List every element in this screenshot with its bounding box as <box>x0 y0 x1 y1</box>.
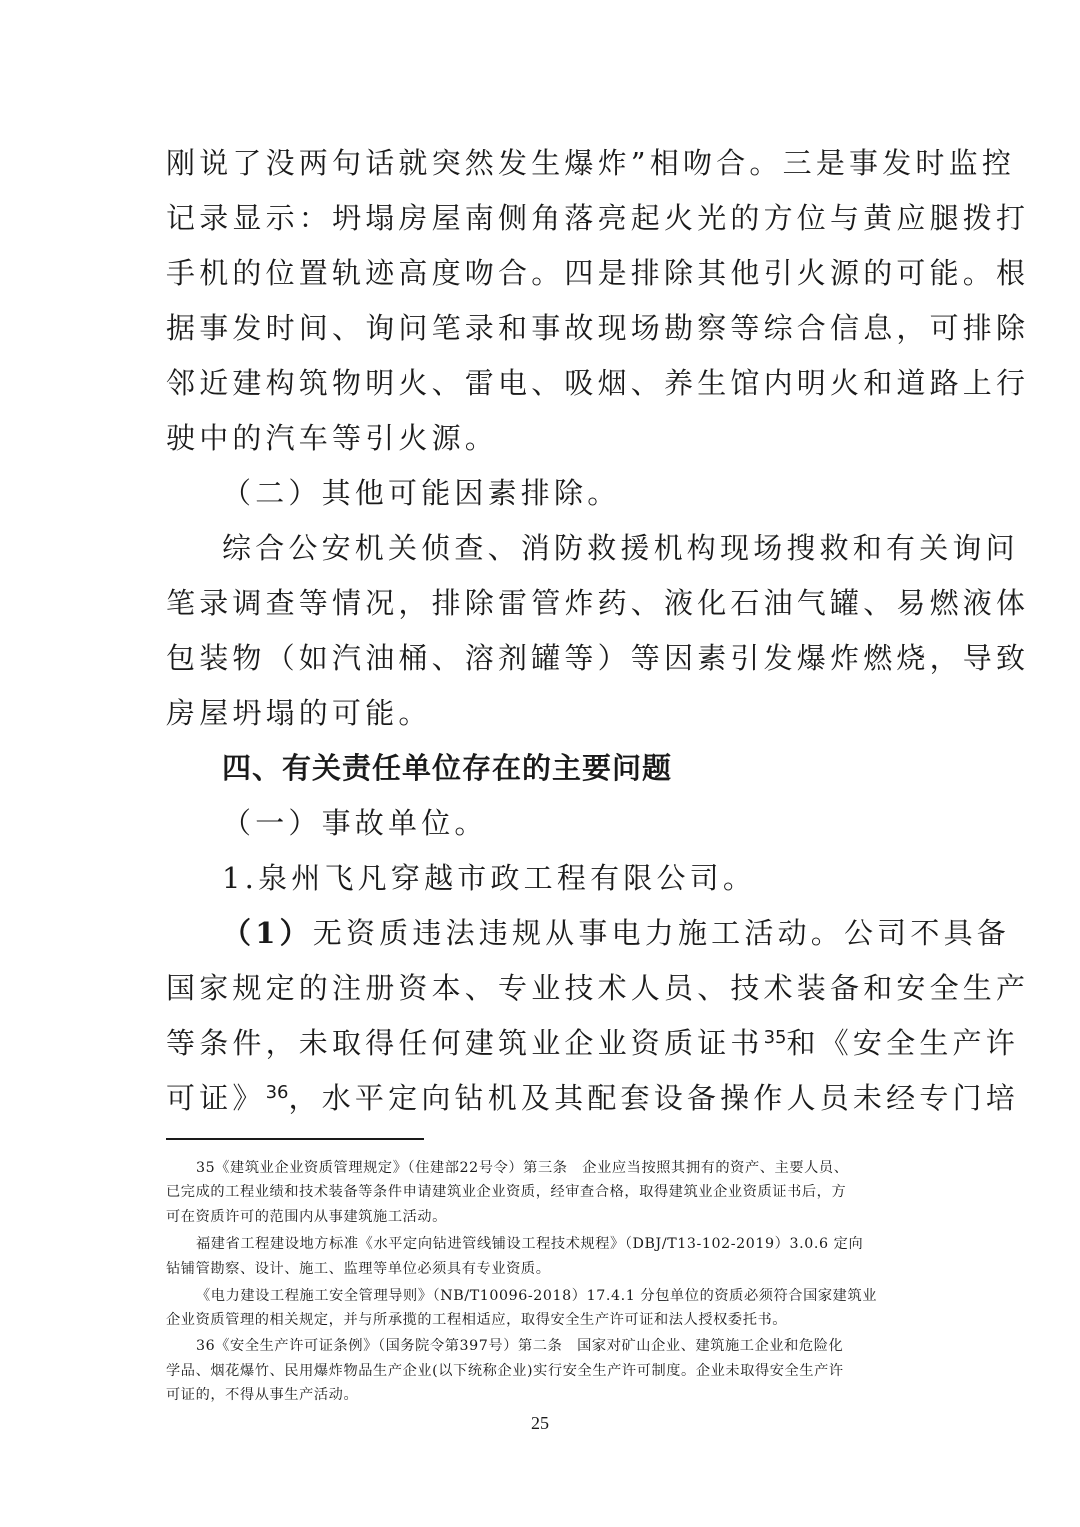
section-heading: 四、有关责任单位存在的主要问题 <box>222 751 673 785</box>
footnote-ref[interactable]: 36 <box>265 1082 289 1103</box>
item-title: 1.泉州飞凡穿越市政工程有限公司。 <box>222 861 757 895</box>
footnote-line: 可在资质许可的范围内从事建筑施工活动。 <box>166 1209 447 1225</box>
body-text-span: ，水平定向钻机及其配套设备操作人员未经专门培 <box>288 1081 1019 1115</box>
body-line <box>166 1071 1019 1130</box>
body-line: 邻近建构筑物明火、雷电、吸烟、养生馆内明火和道路上行 <box>166 366 1030 400</box>
body-line: 房屋坍塌的可能。 <box>166 696 432 730</box>
body-line: 综合公安机关侦查、消防救援机构现场搜救和有关询问 <box>222 531 1019 565</box>
footnote-line: 企业资质管理的相关规定，并与所承揽的工程相适应，取得安全生产许可证和法人授权委托书。 <box>166 1312 788 1328</box>
body-line: 刚说了没两句话就突然发生爆炸”相吻合。三是事发时监控 <box>166 146 1016 180</box>
body-line: 包装物（如汽油桶、溶剂罐等）等因素引发爆炸燃烧，导致 <box>166 641 1030 675</box>
body-line: 记录显示：坍塌房屋南侧角落亮起火光的方位与黄应腿拨打 <box>166 201 1030 235</box>
footnote-line: 36《安全生产许可证条例》（国务院令第397号）第二条 国家对矿山企业、建筑施工企业和危险化 <box>196 1338 844 1354</box>
footnote-line: 35《建筑业企业资质管理规定》（住建部22号令）第三条 企业应当按照其拥有的资产、主要人员、 <box>196 1160 849 1176</box>
body-line: 据事发时间、询问笔录和事故现场勘察等综合信息，可排除 <box>166 311 1030 345</box>
footnote-line: 福建省工程建设地方标准《水平定向钻进管线铺设工程技术规程》（DBJ/T13-102-2019）3.0.6 定向 <box>196 1236 864 1252</box>
body-line <box>222 906 1010 961</box>
body-line: 驶中的汽车等引火源。 <box>166 421 499 455</box>
footnote-line: 《电力建设工程施工安全管理导则》（NB/T10096-2018）17.4.1 分包单位的资质必须符合国家建筑业 <box>196 1288 878 1304</box>
subsection-title: （一）事故单位。 <box>222 806 488 840</box>
footnote-line: 已完成的工程业绩和技术装备等条件申请建筑业企业资质，经审查合格，取得建筑业企业资质证书后，方 <box>166 1184 847 1200</box>
item-number: （1） <box>222 916 313 950</box>
body-text-span: 等条件，未取得任何建筑业企业资质证书 <box>166 1026 764 1060</box>
body-line: 手机的位置轨迹高度吻合。四是排除其他引火源的可能。根 <box>166 256 1030 290</box>
footnote-ref[interactable]: 35 <box>763 1027 787 1048</box>
body-text-span: 可证》 <box>166 1081 266 1115</box>
body-text-span: 无资质违法违规从事电力施工活动。公司不具备 <box>312 916 1010 950</box>
page-number: 25 <box>531 1413 549 1433</box>
footnote-separator <box>166 1138 424 1140</box>
body-text-span: 和《安全生产许 <box>786 1026 1019 1060</box>
body-line <box>166 1016 1019 1075</box>
footnote-line: 钻铺管勘察、设计、施工、监理等单位必须具有专业资质。 <box>166 1261 551 1277</box>
footnote-line: 学品、烟花爆竹、民用爆炸物品生产企业(以下统称企业)实行安全生产许可制度。企业未取得安全生产许 <box>166 1363 844 1379</box>
subsection-title: （二）其他可能因素排除。 <box>222 476 621 510</box>
footnote-line: 可证的，不得从事生产活动。 <box>166 1387 359 1403</box>
body-line: 国家规定的注册资本、专业技术人员、技术装备和安全生产 <box>166 971 1030 1005</box>
body-line: 笔录调查等情况，排除雷管炸药、液化石油气罐、易燃液体 <box>166 586 1030 620</box>
